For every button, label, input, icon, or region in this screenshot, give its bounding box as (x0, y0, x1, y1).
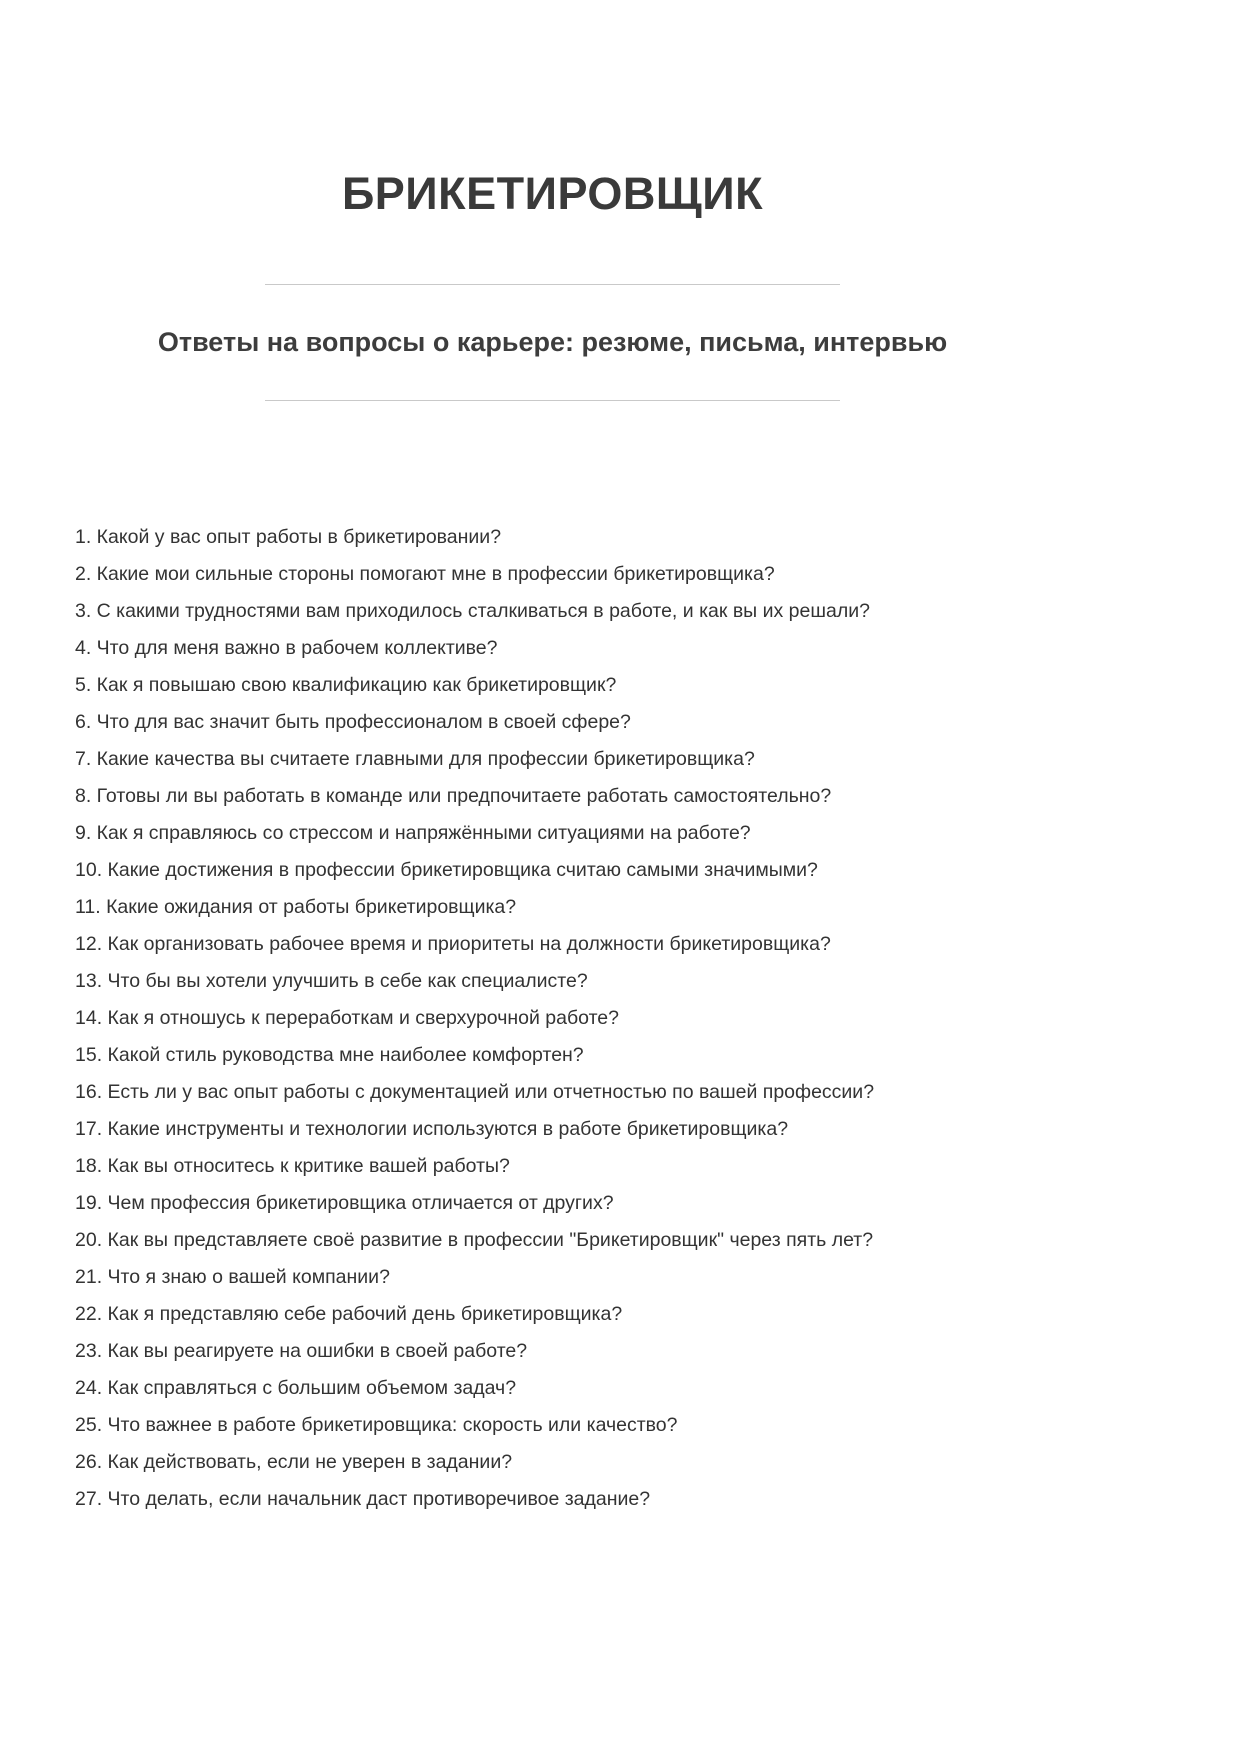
document-content (75, 0, 1030, 1518)
question-item: 2. Какие мои сильные стороны помогают мне в профессии брикетировщика? (75, 563, 775, 585)
question-item: 10. Какие достижения в профессии брикетировщика считаю самыми значимыми? (75, 859, 818, 881)
question-item: 24. Как справляться с большим объемом задач? (75, 1377, 517, 1399)
question-item: 19. Чем профессия брикетировщика отличается от других? (75, 1192, 614, 1214)
question-item: 25. Что важнее в работе брикетировщика: скорость или качество? (75, 1414, 678, 1436)
question-item: 21. Что я знаю о вашей компании? (75, 1266, 390, 1288)
question-item: 4. Что для меня важно в рабочем коллективе? (75, 637, 498, 659)
page-subtitle: Ответы на вопросы о карьере: резюме, письма, интервью (157, 327, 948, 357)
question-item: 17. Какие инструменты и технологии используются в работе брикетировщика? (75, 1118, 789, 1140)
question-item: 23. Как вы реагируете на ошибки в своей работе? (75, 1340, 528, 1362)
question-item: 11. Какие ожидания от работы брикетировщика? (75, 896, 517, 918)
question-item: 9. Как я справляюсь со стрессом и напряжёнными ситуациями на работе? (75, 822, 751, 844)
question-item: 13. Что бы вы хотели улучшить в себе как специалисте? (75, 970, 588, 992)
question-item: 26. Как действовать, если не уверен в задании? (75, 1451, 513, 1473)
question-item: 7. Какие качества вы считаете главными для профессии брикетировщика? (75, 748, 755, 770)
question-item: 14. Как я отношусь к переработкам и сверхурочной работе? (75, 1007, 619, 1029)
question-item: 12. Как организовать рабочее время и приоритеты на должности брикетировщика? (75, 933, 831, 955)
question-item: 6. Что для вас значит быть профессионалом в своей сфере? (75, 711, 631, 733)
question-item: 15. Какой стиль руководства мне наиболее комфортен? (75, 1044, 584, 1066)
question-item: 22. Как я представляю себе рабочий день брикетировщика? (75, 1303, 623, 1325)
question-list (75, 519, 1030, 1518)
question-item: 18. Как вы относитесь к критике вашей работы? (75, 1155, 510, 1177)
question-item: 20. Как вы представляете своё развитие в профессии "Брикетировщик" через пять лет? (75, 1229, 874, 1251)
page-title: БРИКЕТИРОВЩИК (341, 168, 764, 219)
question-item: 1. Какой у вас опыт работы в брикетировании? (75, 526, 502, 548)
question-item: 16. Есть ли у вас опыт работы с документацией или отчетностью по вашей профессии? (75, 1081, 875, 1103)
divider-top (265, 284, 840, 285)
question-item: 27. Что делать, если начальник даст противоречивое задание? (75, 1488, 651, 1510)
question-item: 3. С какими трудностями вам приходилось сталкиваться в работе, и как вы их решали? (75, 600, 870, 622)
divider-bottom (265, 400, 840, 401)
question-item: 8. Готовы ли вы работать в команде или предпочитаете работать самостоятельно? (75, 785, 832, 807)
question-item: 5. Как я повышаю свою квалификацию как брикетировщик? (75, 674, 617, 696)
